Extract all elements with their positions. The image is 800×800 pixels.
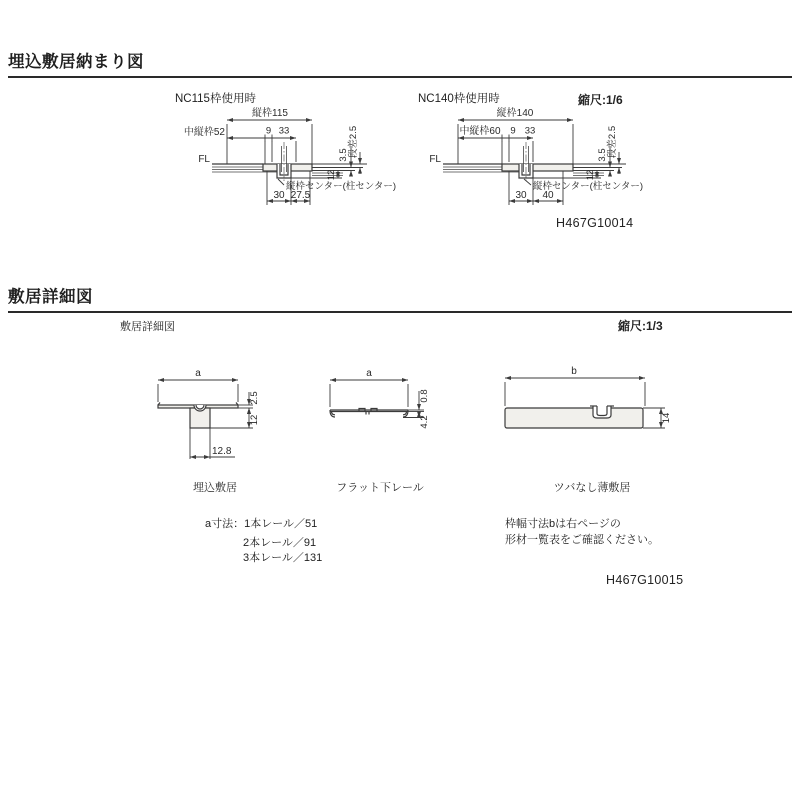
flat-rail-dim-a: a: [366, 368, 372, 379]
b-dimension-note-line1: 枠幅寸法bは右ページの: [505, 518, 621, 530]
nc115-title: NC115枠使用時: [175, 93, 256, 105]
flat-rail-dimension-lines: [330, 380, 408, 407]
flat-rail-dim-08: 0.8: [419, 389, 430, 403]
nc115-dim-12: 12: [326, 169, 337, 181]
nc115-dim-top: 縦枠115: [252, 108, 288, 119]
nc140-fl-label: FL: [429, 154, 441, 165]
flat-rail-profile-shape: [330, 409, 408, 418]
thin-sill-label: ツバなし薄敷居: [553, 482, 631, 494]
nc115-dim-33: 33: [278, 125, 290, 137]
section2-rule: [8, 311, 792, 313]
thin-sill-dim-14: 14: [661, 412, 672, 424]
section1-heading: 埋込敷居納まり図: [8, 53, 144, 71]
nc115-dim-step: 段差2.5: [348, 125, 359, 159]
thin-sill-dimension-lines: [505, 378, 645, 406]
section2-heading: 敷居詳細図: [8, 288, 93, 306]
thin-sill-dim-b: b: [571, 366, 577, 377]
nc140-center-note: 縦枠センター(柱センター): [533, 181, 644, 192]
nc115-sill-profile: [263, 142, 312, 181]
section2-doc-code: H467G10015: [606, 573, 684, 587]
nc140-dim-40: 40: [542, 190, 554, 201]
section1-rule: [8, 76, 792, 78]
nc115-fl-label: FL: [198, 154, 210, 165]
nc115-center-note: 縦枠センター(柱センター): [286, 181, 397, 192]
umekomi-dim-25: 2.5: [249, 391, 260, 405]
b-dimension-note: [505, 517, 659, 548]
nc140-dim-mid-frame: 中縦枠60: [459, 126, 501, 137]
umekomi-right-dimensions: [210, 392, 253, 428]
section1-doc-code: H467G10014: [556, 216, 634, 230]
thin-sill-profile-drawing: [478, 365, 693, 500]
umekomi-profile-drawing: [140, 365, 295, 500]
section2-sub-label: 敷居詳細図: [120, 321, 175, 333]
nc140-sill-profile: [502, 142, 573, 181]
nc140-dim-33: 33: [524, 125, 536, 137]
section2-scale-label: 縮尺:1/3: [618, 319, 663, 333]
thin-sill-profile-shape: [505, 406, 643, 428]
nc140-dim-12: 12: [585, 169, 596, 181]
a-dimension-note-line2: 2本レール／91: [243, 537, 317, 549]
nc140-dim-35: 3.5: [597, 148, 608, 162]
nc140-dim-9: 9: [510, 125, 516, 137]
flat-rail-dim-42: 4.2: [419, 415, 430, 429]
b-dimension-note-line2: 形材一覧表をご確認ください。: [505, 533, 659, 546]
a-dimension-note-line1: a寸法：1本レール／51: [205, 518, 318, 530]
nc115-dim-275: 27.5: [290, 190, 311, 201]
flat-rail-label: フラット下レール: [336, 482, 424, 494]
nc140-dim-30: 30: [515, 190, 527, 201]
umekomi-dim-128: 12.8: [212, 446, 232, 457]
umekomi-dimension-lines: [158, 380, 238, 402]
nc115-dim-9: 9: [265, 125, 272, 137]
flat-rail-profile-drawing: [305, 365, 455, 500]
umekomi-dim-12: 12: [249, 414, 260, 426]
nc115-drawing: [170, 88, 420, 240]
nc140-dim-top: 縦枠140: [496, 108, 534, 119]
umekomi-label: 埋込敷居: [193, 482, 237, 494]
nc140-dim-step: 段差2.5: [607, 125, 618, 159]
nc140-title: NC140枠使用時: [418, 93, 500, 105]
umekomi-profile-shape: [158, 403, 238, 429]
nc115-dim-30: 30: [273, 190, 285, 201]
a-dimension-note-line3: 3本レール／131: [243, 552, 323, 564]
nc115-dim-35: 3.5: [338, 148, 349, 162]
umekomi-dim-a: a: [195, 368, 201, 379]
section1-scale-label: 縮尺:1/6: [578, 93, 623, 107]
nc115-dim-mid-frame: 中縦枠52: [183, 127, 225, 138]
